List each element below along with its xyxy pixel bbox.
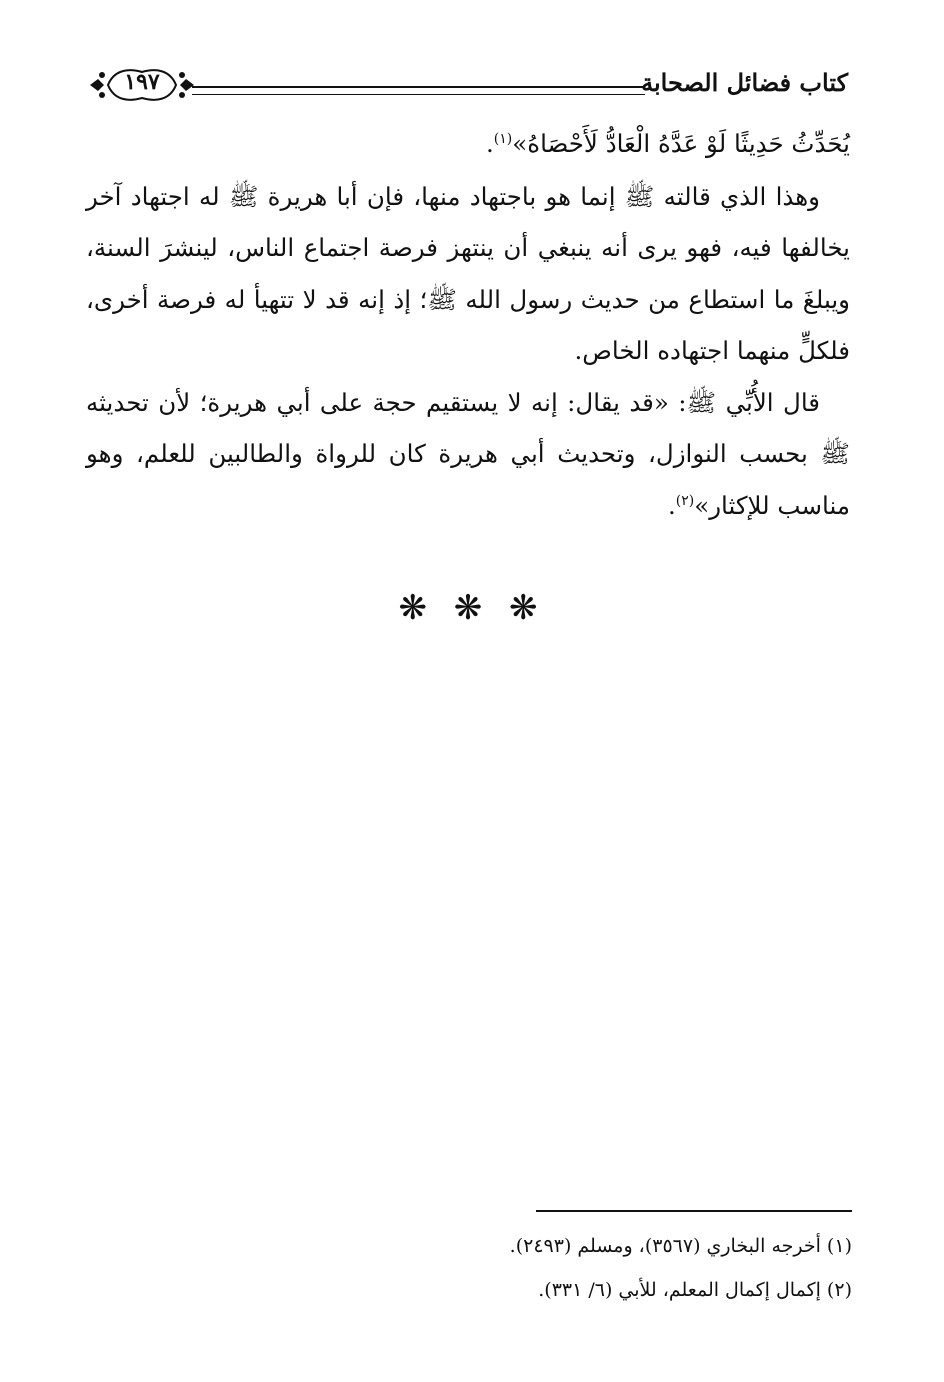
paragraph-1: وهذا الذي قالته ﷺ إنما هو باجتهاد منها، فإن أبا هريرة ﷺ له اجتهاد آخر يخالفها فيه، فهو يرى أنه ينبغي أن ينتهز فرصة اجتماع الناس، لينشرَ السنة، ويبلغَ ما استطاع من حديث رسول الله ﷺ؛ إذ إنه قد لا تتهيأ له فرصة أخرى، فلكلٍّ منهما اجتهاده الخاص. [86,181,850,365]
hadith-line-end: . [485,129,494,158]
book-title: كتاب فضائل الصحابة [641,68,848,97]
section-divider: ❋ ❋ ❋ [398,588,546,628]
hadith-line-text: يُحَدِّثُ حَدِيثًا لَوْ عَدَّهُ الْعَادُّ لَأَحْصَاهُ» [512,129,850,158]
header-rule [192,86,645,95]
footnotes [420,1224,852,1312]
footnote-1: (١) أخرجه البخاري (٣٥٦٧)، ومسلم (٢٤٩٣). [509,1235,852,1257]
paragraph-2-text: قال الأُبِّي ﷺ: «قد يقال: إنه لا يستقيم حجة على أبي هريرة؛ لأن تحديثه ﷺ بحسب النوازل، وتحديث أبي هريرة كان للرواة والطالبين للعلم، وهو مناسب للإكثار» [86,387,850,520]
footnote-ref-1: (١) [493,130,513,147]
hadith-line [86,118,850,170]
paragraph-2-end: . [667,490,676,520]
page-number-ornament [88,62,196,108]
main-text [86,118,850,531]
footnote-separator [536,1210,852,1212]
footnote-2: (٢) إكمال إكمال المعلم، للأبي (٦/ ٣٣١). [538,1279,852,1301]
page-header [80,62,860,114]
paragraph-2 [86,377,850,532]
page-number: ١٩٧ [124,69,160,95]
footnote-ref-2: (٢) [675,492,695,509]
